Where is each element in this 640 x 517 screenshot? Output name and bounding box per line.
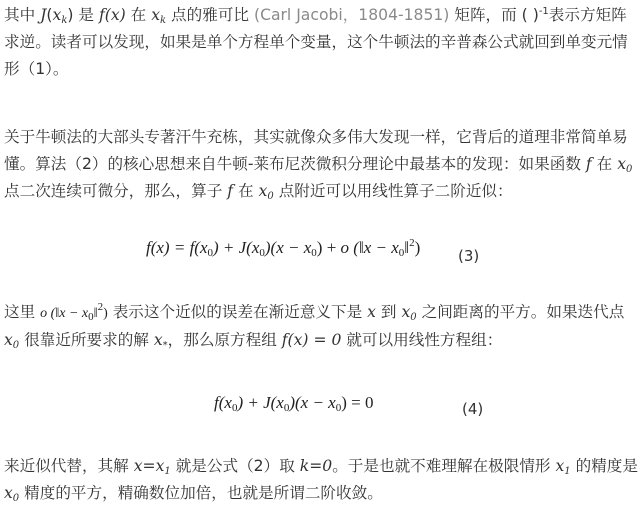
var-x0: x (617, 155, 626, 173)
var-xstar: x (153, 331, 163, 349)
eq3-sub-2: 0 (259, 247, 265, 259)
var-x0-p3-2: x (4, 331, 13, 349)
function-fx: f(x) (98, 6, 126, 24)
var-x: x (52, 6, 62, 24)
eq3-part-2: ) + J(x (213, 238, 260, 257)
eq4-part-2: ) + J(x (237, 393, 284, 412)
equation-3 (146, 238, 420, 258)
subscript-0-p3-2: 0 (12, 340, 20, 351)
p3-text-b: 表示这个近似的误差在渐近意义下是 (107, 303, 368, 321)
inline-o: o (40, 306, 48, 321)
var-x-p3: x (367, 303, 376, 321)
eq4-part-4: ) = 0 (341, 393, 374, 412)
eq4-sub-3: 0 (335, 402, 342, 414)
subscript-1-limit: 1 (564, 466, 571, 477)
p1-text-a: 其中 (4, 6, 41, 24)
p4-text-a: 来近似代替，其解 (4, 457, 134, 475)
eq3-part-3: )(x − x (264, 238, 312, 257)
paragraph-4 (4, 453, 638, 507)
p1-text-e: 矩阵，而 ( ) (449, 6, 539, 24)
inline-o-norm: ‖ (93, 306, 98, 321)
equation-4-number: (4) (462, 400, 484, 418)
p3-text-g: 就可以用线性方程组： (341, 331, 503, 349)
paragraph-1 (4, 2, 638, 83)
p2-text-a: 关于牛顿法的大部头专著汗牛充栋，其实就像众多伟大发现一样，它背后的道理非常简单易懂。算法（2）的核心思想来自牛顿-莱布尼茨微积分理论中最基本的发现：如果函数 (4, 128, 628, 173)
p4-text-d: 的精度是 (570, 457, 638, 475)
var-xk: x (151, 6, 161, 24)
inverse-superscript: -1 (538, 6, 549, 17)
inline-o-close: ) (103, 306, 108, 321)
eq3-sub-1: 0 (207, 247, 213, 259)
var-x-eq-x1: x=x (133, 457, 165, 475)
p3-text-c: 到 (375, 303, 402, 321)
var-f-2: f (227, 182, 234, 200)
p4-text-e: 精度的平方，精确数位加倍，也就是所谓二阶收敛。 (19, 484, 383, 502)
var-x0-p3: x (401, 303, 411, 321)
jacobi-reference: (Carl Jacobi，1804-1851) (253, 6, 450, 24)
p1-text-c: 在 (125, 6, 152, 24)
eq4-sub-2: 0 (283, 402, 290, 414)
inline-o-a: (‖x − x (47, 306, 89, 321)
p2-text-d: 在 (233, 182, 259, 200)
p1-paren-open: ( (46, 6, 53, 24)
paragraph-3 (4, 299, 638, 354)
p1-paren-close: ) (67, 6, 74, 24)
p3-text-e: 很靠近所要求的解 (19, 331, 154, 349)
var-x0-p4: x (4, 484, 13, 502)
p1-text-b: 是 (73, 6, 99, 24)
eq3-part-5: (‖x − x (349, 238, 399, 257)
p4-text-b: 就是公式（2）取 (170, 457, 300, 475)
p2-text-b: 在 (591, 155, 618, 173)
inline-o-sub: 0 (88, 311, 94, 323)
eq3-little-o: o (340, 238, 350, 257)
eq3-square: 2 (409, 237, 415, 249)
var-f: f (585, 155, 592, 173)
paragraph-2 (4, 124, 638, 205)
jacobian-symbol: J (40, 6, 47, 24)
subscript-k2: k (160, 15, 167, 26)
p3-text-f: ，那么原方程组 (167, 331, 282, 349)
subscript-0-2: 0 (267, 191, 274, 202)
subscript-star: * (162, 340, 168, 351)
eq4-part-3: )(x − x (289, 393, 336, 412)
eq3-part-4: ) + (316, 238, 341, 257)
eq3-norm-close: ‖ (404, 238, 410, 257)
eq3-sub-4: 0 (398, 247, 405, 259)
eq4-sub-1: 0 (231, 402, 238, 414)
eq3-paren-close: ) (414, 238, 421, 257)
k-equals-0: k=0 (299, 457, 333, 475)
inline-little-o-term (40, 301, 108, 323)
p2-text-e: 点附近可以用线性算子二阶近似： (273, 182, 513, 200)
p1-text-f: 表示方矩阵求逆。读者可以发现，如果是单个方程单个变量，这个牛顿法的辛普森公式就回到单变元情形（1）。 (4, 6, 628, 78)
subscript-0-p3: 0 (410, 312, 417, 323)
subscript-0-p4: 0 (12, 493, 20, 504)
inline-o-sq: 2 (97, 301, 104, 313)
subscript-0: 0 (625, 164, 633, 175)
eq4-part-1: f(x (214, 393, 232, 412)
subscript-1: 1 (164, 466, 171, 477)
p4-text-c: 。于是也就不难理解在极限情形 (332, 457, 556, 475)
p3-text-a: 这里 (4, 303, 41, 321)
p3-text-d: 之间距离的平方。如果迭代点 (416, 303, 625, 321)
p2-text-c: 点二次连续可微分，那么，算子 (4, 182, 228, 200)
eq3-part-1: f(x) = f(x (146, 238, 208, 257)
subscript-k: k (61, 15, 68, 26)
p1-text-d: 点的雅可比 (166, 6, 254, 24)
equation-4 (214, 393, 373, 413)
var-x1-limit: x (555, 457, 565, 475)
eq3-sub-3: 0 (311, 247, 317, 259)
equation-fx-0: f(x) = 0 (281, 331, 342, 349)
var-x0-2: x (258, 182, 268, 200)
equation-3-number: (3) (458, 247, 480, 265)
